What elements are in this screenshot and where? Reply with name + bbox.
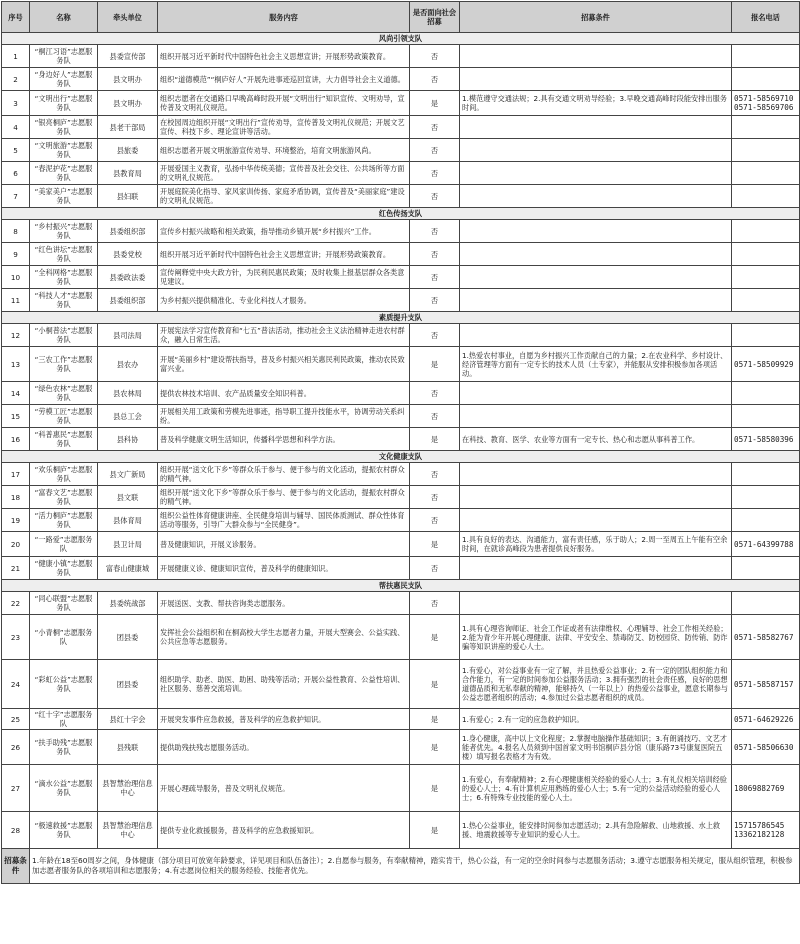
public-recruit: 否 bbox=[410, 324, 460, 347]
lead-unit: 县残联 bbox=[98, 730, 158, 765]
service-content: 组织开展习近平新时代中国特色社会主义思想宣讲；开展形势政策教育。 bbox=[158, 243, 410, 266]
section-row bbox=[2, 33, 800, 45]
team-name: “春泥护花”志愿服务队 bbox=[30, 162, 98, 185]
section-title: 帮扶惠民支队 bbox=[2, 580, 800, 592]
service-content: 提供助残扶残志愿服务活动。 bbox=[158, 730, 410, 765]
table-row bbox=[2, 347, 800, 382]
requirements bbox=[460, 243, 732, 266]
row-no: 24 bbox=[2, 660, 30, 709]
requirements bbox=[460, 139, 732, 162]
team-name: “红色讲坛”志愿服务队 bbox=[30, 243, 98, 266]
public-recruit: 否 bbox=[410, 220, 460, 243]
team-name: “小青桐”志愿服务队 bbox=[30, 615, 98, 660]
row-no: 27 bbox=[2, 765, 30, 812]
team-name: “同心联盟”志愿服务队 bbox=[30, 592, 98, 615]
team-name: “三农工作”志愿服务队 bbox=[30, 347, 98, 382]
header-requirements: 招募条件 bbox=[460, 2, 732, 33]
table-row bbox=[2, 405, 800, 428]
phone: 18069882769 bbox=[732, 765, 800, 812]
team-name: “全科网格”志愿服务队 bbox=[30, 266, 98, 289]
table-row bbox=[2, 243, 800, 266]
table-row bbox=[2, 765, 800, 812]
service-content: 组织公益性体育健康讲座、全民健身培训与辅导、国民体质测试、群众性体育活动等服务，引导广大群众参与“全民健身”。 bbox=[158, 509, 410, 532]
service-content: 组织志愿者开展文明旅游宣传劝导、环境整治，培育文明旅游风尚。 bbox=[158, 139, 410, 162]
row-no: 22 bbox=[2, 592, 30, 615]
table-row bbox=[2, 730, 800, 765]
phone bbox=[732, 243, 800, 266]
requirements bbox=[460, 324, 732, 347]
section-title: 素质提升支队 bbox=[2, 312, 800, 324]
row-no: 9 bbox=[2, 243, 30, 266]
table-row bbox=[2, 557, 800, 580]
phone bbox=[732, 185, 800, 208]
service-content: 开展健康义诊、健康知识宣传，普及科学的健康知识。 bbox=[158, 557, 410, 580]
requirements bbox=[460, 486, 732, 509]
section-title: 风尚引领支队 bbox=[2, 33, 800, 45]
row-no: 26 bbox=[2, 730, 30, 765]
requirements bbox=[460, 592, 732, 615]
public-recruit: 否 bbox=[410, 185, 460, 208]
service-content: 在校园周边组织开展“文明出行”宣传劝导，宣传普及文明礼仪规范；开展文艺宣传、科技下乡、理论宣讲等活动。 bbox=[158, 116, 410, 139]
footer-label: 招募条件 bbox=[2, 849, 30, 884]
requirements bbox=[460, 45, 732, 68]
row-no: 14 bbox=[2, 382, 30, 405]
phone: 0571-58509929 bbox=[732, 347, 800, 382]
public-recruit: 是 bbox=[410, 730, 460, 765]
team-name: “劳模工匠”志愿服务队 bbox=[30, 405, 98, 428]
row-no: 19 bbox=[2, 509, 30, 532]
lead-unit: 富春山健康城 bbox=[98, 557, 158, 580]
header-lead-unit: 牵头单位 bbox=[98, 2, 158, 33]
requirements: 1.有爱心，有奉献精神；2.有心理健康相关经验的爱心人士；3.有礼仪相关培训经验的爱心人士；4.有计算机应用熟练的爱心人士；5.有一定的公益活动经验的爱心人士；6.有特殊专业技能的爱心人士。 bbox=[460, 765, 732, 812]
lead-unit: 团县委 bbox=[98, 660, 158, 709]
lead-unit: 县科协 bbox=[98, 428, 158, 451]
lead-unit: 县教育局 bbox=[98, 162, 158, 185]
row-no: 2 bbox=[2, 68, 30, 91]
team-name: “极速救援”志愿服务队 bbox=[30, 812, 98, 849]
phone bbox=[732, 592, 800, 615]
phone bbox=[732, 382, 800, 405]
requirements bbox=[460, 116, 732, 139]
table-row bbox=[2, 428, 800, 451]
row-no: 23 bbox=[2, 615, 30, 660]
team-name: “滴水公益”志愿服务队 bbox=[30, 765, 98, 812]
requirements: 1.热心公益事业，能安排时间参加志愿活动；2.具有急险解救、山地救援、水上救援、地震救援等专业知识的爱心人士。 bbox=[460, 812, 732, 849]
lead-unit: 县委政法委 bbox=[98, 266, 158, 289]
requirements: 1.模范遵守交通法规；2.具有交通文明劝导经验；3.早晚交通高峰时段能安排出服务时间。 bbox=[460, 91, 732, 116]
lead-unit: 县文联 bbox=[98, 486, 158, 509]
requirements bbox=[460, 220, 732, 243]
team-name: “文明旅游”志愿服务队 bbox=[30, 139, 98, 162]
lead-unit: 县智慧治理信息中心 bbox=[98, 765, 158, 812]
row-no: 18 bbox=[2, 486, 30, 509]
header-no: 序号 bbox=[2, 2, 30, 33]
table-row bbox=[2, 486, 800, 509]
service-content: 提供农林技术培训、农产品质量安全知识科普。 bbox=[158, 382, 410, 405]
phone: 0571-58569710 0571-58569706 bbox=[732, 91, 800, 116]
team-name: “扶手助残”志愿服务队 bbox=[30, 730, 98, 765]
row-no: 20 bbox=[2, 532, 30, 557]
lead-unit: 县文明办 bbox=[98, 91, 158, 116]
table-row bbox=[2, 266, 800, 289]
service-content: 开展突发事件应急救援，普及科学的应急救护知识。 bbox=[158, 709, 410, 730]
row-no: 3 bbox=[2, 91, 30, 116]
public-recruit: 是 bbox=[410, 709, 460, 730]
phone bbox=[732, 266, 800, 289]
footer-row bbox=[2, 849, 800, 884]
team-name: “彩虹公益”志愿服务队 bbox=[30, 660, 98, 709]
service-content: 宣传阐释党中央大政方针，为民利民惠民政策；及时收集上报基层群众各类意见建议。 bbox=[158, 266, 410, 289]
table-row bbox=[2, 45, 800, 68]
phone bbox=[732, 509, 800, 532]
phone: 0571-58580396 bbox=[732, 428, 800, 451]
team-name: “健康小镇”志愿服务队 bbox=[30, 557, 98, 580]
service-content: 组织开展习近平新时代中国特色社会主义思想宣讲；开展形势政策教育。 bbox=[158, 45, 410, 68]
requirements: 在科技、教育、医学、农业等方面有一定专长、热心和志愿从事科普工作。 bbox=[460, 428, 732, 451]
row-no: 16 bbox=[2, 428, 30, 451]
row-no: 1 bbox=[2, 45, 30, 68]
lead-unit: 团县委 bbox=[98, 615, 158, 660]
team-name: “科普惠民”志愿服务队 bbox=[30, 428, 98, 451]
lead-unit: 县妇联 bbox=[98, 185, 158, 208]
public-recruit: 否 bbox=[410, 289, 460, 312]
row-no: 10 bbox=[2, 266, 30, 289]
team-name: “小桐普法”志愿服务队 bbox=[30, 324, 98, 347]
phone bbox=[732, 289, 800, 312]
row-no: 21 bbox=[2, 557, 30, 580]
lead-unit: 县司法局 bbox=[98, 324, 158, 347]
table-row bbox=[2, 615, 800, 660]
service-content: 开展送医、支教、帮扶咨询类志愿服务。 bbox=[158, 592, 410, 615]
service-content: 组织助学、助老、助医、助困、助残等活动；开展公益性教育、公益性培训、社区服务、慈善交流培训。 bbox=[158, 660, 410, 709]
header-phone: 报名电话 bbox=[732, 2, 800, 33]
public-recruit: 是 bbox=[410, 812, 460, 849]
row-no: 25 bbox=[2, 709, 30, 730]
phone bbox=[732, 162, 800, 185]
team-name: “一路爱”志愿服务队 bbox=[30, 532, 98, 557]
requirements bbox=[460, 185, 732, 208]
phone bbox=[732, 405, 800, 428]
header-public-recruit: 是否面向社会招募 bbox=[410, 2, 460, 33]
table-row bbox=[2, 812, 800, 849]
lead-unit: 县委统战部 bbox=[98, 592, 158, 615]
section-title: 文化健康支队 bbox=[2, 451, 800, 463]
table-row bbox=[2, 509, 800, 532]
public-recruit: 否 bbox=[410, 162, 460, 185]
team-name: “活力桐庐”志愿服务队 bbox=[30, 509, 98, 532]
table-row bbox=[2, 220, 800, 243]
phone: 0571-58506630 bbox=[732, 730, 800, 765]
team-name: “富春文艺”志愿服务队 bbox=[30, 486, 98, 509]
lead-unit: 县农办 bbox=[98, 347, 158, 382]
requirements bbox=[460, 68, 732, 91]
team-name: “红十字”志愿服务队 bbox=[30, 709, 98, 730]
table-row bbox=[2, 289, 800, 312]
requirements: 1.有爱心，对公益事业有一定了解，并且热爱公益事业；2.有一定的团队组织能力和合作能力，有一定的时间参加公益服务活动；3.拥有强烈的社会责任感，良好的思想道德品质和无私奉献的精神，能够持久（一年以上）的热爱公益事业，愿意长期参与公益志愿者组织的活动；4.参加过公益志愿者组织的成员。 bbox=[460, 660, 732, 709]
lead-unit: 县智慧治理信息中心 bbox=[98, 812, 158, 849]
table-body bbox=[2, 33, 800, 849]
requirements bbox=[460, 405, 732, 428]
public-recruit: 否 bbox=[410, 243, 460, 266]
service-content: 组织志愿者在交通路口早晚高峰时段开展“文明出行”知识宣传、文明劝导，宣传普及文明礼仪规范。 bbox=[158, 91, 410, 116]
table-row bbox=[2, 660, 800, 709]
phone: 0571-64629226 bbox=[732, 709, 800, 730]
public-recruit: 否 bbox=[410, 486, 460, 509]
service-content: 开展爱国主义教育，弘扬中华传统美德；宣传普及社会交往、公共场所等方面的文明礼仪规范。 bbox=[158, 162, 410, 185]
public-recruit: 是 bbox=[410, 91, 460, 116]
service-content: 开展心理疏导服务，普及文明礼仪规范。 bbox=[158, 765, 410, 812]
phone bbox=[732, 486, 800, 509]
row-no: 17 bbox=[2, 463, 30, 486]
service-content: 提供专业化救援服务，普及科学的应急救援知识。 bbox=[158, 812, 410, 849]
team-name: “身边好人”志愿服务队 bbox=[30, 68, 98, 91]
table-row bbox=[2, 116, 800, 139]
lead-unit: 县卫计局 bbox=[98, 532, 158, 557]
section-row bbox=[2, 312, 800, 324]
requirements bbox=[460, 509, 732, 532]
requirements bbox=[460, 289, 732, 312]
public-recruit: 否 bbox=[410, 139, 460, 162]
row-no: 6 bbox=[2, 162, 30, 185]
phone: 0571-64399788 bbox=[732, 532, 800, 557]
lead-unit: 县红十字会 bbox=[98, 709, 158, 730]
row-no: 12 bbox=[2, 324, 30, 347]
lead-unit: 县老干部局 bbox=[98, 116, 158, 139]
phone bbox=[732, 324, 800, 347]
phone bbox=[732, 68, 800, 91]
lead-unit: 县委组织部 bbox=[98, 220, 158, 243]
row-no: 28 bbox=[2, 812, 30, 849]
team-name: “文明出行”志愿服务队 bbox=[30, 91, 98, 116]
team-name: “绿色农林”志愿服务队 bbox=[30, 382, 98, 405]
requirements bbox=[460, 162, 732, 185]
team-name: “乡村振兴”志愿服务队 bbox=[30, 220, 98, 243]
public-recruit: 否 bbox=[410, 509, 460, 532]
public-recruit: 否 bbox=[410, 382, 460, 405]
row-no: 11 bbox=[2, 289, 30, 312]
public-recruit: 否 bbox=[410, 266, 460, 289]
lead-unit: 县文广新局 bbox=[98, 463, 158, 486]
table-row bbox=[2, 382, 800, 405]
volunteer-teams-table bbox=[1, 1, 800, 884]
phone: 0571-58587157 bbox=[732, 660, 800, 709]
requirements: 1.有爱心；2.有一定的应急救护知识。 bbox=[460, 709, 732, 730]
phone bbox=[732, 116, 800, 139]
table-header-row bbox=[2, 2, 800, 33]
public-recruit: 否 bbox=[410, 68, 460, 91]
table-row bbox=[2, 68, 800, 91]
phone bbox=[732, 463, 800, 486]
table-row bbox=[2, 709, 800, 730]
phone bbox=[732, 220, 800, 243]
public-recruit: 否 bbox=[410, 405, 460, 428]
footer-conditions: 1.年龄在18至60周岁之间，身体健康（部分项目可放宽年龄要求，详见项目和队伍备注）；2.自愿参与服务，有奉献精神，踏实肯干，热心公益，有一定的空余时间参与志愿服务活动；3.遵守志愿服务相关规定，服从组织管理，积极参加志愿者服务队的各项培训和志愿服务；4.有志愿岗位相关的服务经验、技能者优先。 bbox=[30, 849, 800, 884]
header-name: 名称 bbox=[30, 2, 98, 33]
requirements: 1.具有心理咨询师证、社会工作证或者有法律维权、心理辅导、社会工作相关经验；2.能为青少年开展心理健康、法律、平安安全、禁毒防艾、防校园贷、防传销、防诈骗等知识讲座的爱心人士。 bbox=[460, 615, 732, 660]
team-name: “美家美户”志愿服务队 bbox=[30, 185, 98, 208]
section-row bbox=[2, 580, 800, 592]
recruitment-table-page bbox=[1, 1, 799, 942]
table-row bbox=[2, 185, 800, 208]
phone: 15715786545 13362182128 bbox=[732, 812, 800, 849]
public-recruit: 否 bbox=[410, 557, 460, 580]
row-no: 15 bbox=[2, 405, 30, 428]
section-row bbox=[2, 451, 800, 463]
public-recruit: 否 bbox=[410, 463, 460, 486]
team-name: “欢乐桐庐”志愿服务队 bbox=[30, 463, 98, 486]
phone bbox=[732, 557, 800, 580]
section-row bbox=[2, 208, 800, 220]
requirements bbox=[460, 557, 732, 580]
row-no: 4 bbox=[2, 116, 30, 139]
phone bbox=[732, 139, 800, 162]
section-title: 红色传扬支队 bbox=[2, 208, 800, 220]
service-content: 普及健康知识，开展义诊服务。 bbox=[158, 532, 410, 557]
public-recruit: 否 bbox=[410, 45, 460, 68]
table-row bbox=[2, 162, 800, 185]
public-recruit: 是 bbox=[410, 660, 460, 709]
table-row bbox=[2, 91, 800, 116]
lead-unit: 县文明办 bbox=[98, 68, 158, 91]
team-name: “科技人才”志愿服务队 bbox=[30, 289, 98, 312]
lead-unit: 县委党校 bbox=[98, 243, 158, 266]
requirements: 1.身心健康，高中以上文化程度；2.掌握电脑操作基础知识；3.有朗诵技巧、文艺才能者优先。4.报名人员须到中国首家文明书馆桐庐县分馆（康乐路73号康复医院五楼）填写报名表格才为有效。 bbox=[460, 730, 732, 765]
team-name: “桐江习语”志愿服务队 bbox=[30, 45, 98, 68]
public-recruit: 否 bbox=[410, 116, 460, 139]
lead-unit: 县体育局 bbox=[98, 509, 158, 532]
service-content: 开展“美丽乡村”建设帮扶指导，普及乡村振兴相关惠民利民政策，推动农民致富兴业。 bbox=[158, 347, 410, 382]
service-content: 普及科学健康文明生活知识，传播科学思想和科学方法。 bbox=[158, 428, 410, 451]
row-no: 13 bbox=[2, 347, 30, 382]
service-content: 开展宪法学习宣传教育和“七五”普法活动，推动社会主义法治精神走进农村群众，融入日常生活。 bbox=[158, 324, 410, 347]
lead-unit: 县委组织部 bbox=[98, 289, 158, 312]
lead-unit: 县旅委 bbox=[98, 139, 158, 162]
table-row bbox=[2, 324, 800, 347]
team-name: “银亮桐庐”志愿服务队 bbox=[30, 116, 98, 139]
service-content: 开展庭院美化指导、家风家训传扬、家庭矛盾协调，宣传普及“美丽家庭”建设的文明礼仪规范。 bbox=[158, 185, 410, 208]
requirements: 1.具有良好的表达、沟通能力，富有责任感，乐于助人；2.周一至周五上午能有空余时间，在就诊高峰段为患者提供良好服务。 bbox=[460, 532, 732, 557]
public-recruit: 是 bbox=[410, 615, 460, 660]
row-no: 5 bbox=[2, 139, 30, 162]
service-content: 组织“道德模范”“桐庐好人”开展先进事迹巡回宣讲，大力倡导社会主义道德。 bbox=[158, 68, 410, 91]
public-recruit: 是 bbox=[410, 428, 460, 451]
lead-unit: 县委宣传部 bbox=[98, 45, 158, 68]
lead-unit: 县总工会 bbox=[98, 405, 158, 428]
service-content: 开展相关用工政策和劳模先进事迹，指导职工提升技能水平，协调劳动关系纠纷。 bbox=[158, 405, 410, 428]
service-content: 宣传乡村振兴战略和相关政策，指导推动乡镇开展“乡村振兴”工作。 bbox=[158, 220, 410, 243]
table-row bbox=[2, 532, 800, 557]
requirements bbox=[460, 463, 732, 486]
public-recruit: 否 bbox=[410, 592, 460, 615]
public-recruit: 是 bbox=[410, 765, 460, 812]
service-content: 为乡村振兴提供精准化、专业化科技人才服务。 bbox=[158, 289, 410, 312]
header-service-content: 服务内容 bbox=[158, 2, 410, 33]
phone: 0571-58582767 bbox=[732, 615, 800, 660]
table-row bbox=[2, 139, 800, 162]
row-no: 7 bbox=[2, 185, 30, 208]
requirements bbox=[460, 266, 732, 289]
public-recruit: 是 bbox=[410, 532, 460, 557]
table-row bbox=[2, 592, 800, 615]
requirements bbox=[460, 382, 732, 405]
service-content: 组织开展“送文化下乡”等群众乐于参与、便于参与的文化活动，提振农村群众的精气神。 bbox=[158, 463, 410, 486]
table-row bbox=[2, 463, 800, 486]
service-content: 组织开展“送文化下乡”等群众乐于参与、便于参与的文化活动，提振农村群众的精气神。 bbox=[158, 486, 410, 509]
row-no: 8 bbox=[2, 220, 30, 243]
service-content: 发挥社会公益组织和在桐高校大学生志愿者力量，开展大型赛会、公益实践、公共应急等志愿服务。 bbox=[158, 615, 410, 660]
phone bbox=[732, 45, 800, 68]
public-recruit: 是 bbox=[410, 347, 460, 382]
lead-unit: 县农林局 bbox=[98, 382, 158, 405]
requirements: 1.热爱农村事业，自愿为乡村振兴工作贡献自己的力量；2.在农业科学、乡村设计、经济管理等方面有一定专长的技术人员（土专家），并能服从安排积极参加各项活动。 bbox=[460, 347, 732, 382]
